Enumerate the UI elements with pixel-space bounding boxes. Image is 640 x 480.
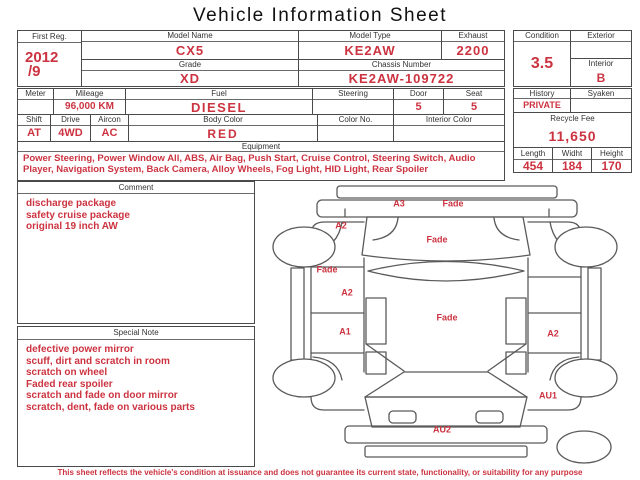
length-value: 454 [522, 159, 544, 173]
seat-value: 5 [470, 100, 478, 113]
width-value: 184 [561, 159, 583, 173]
meter-cell [18, 89, 54, 114]
special-note-line: scuff, dirt and scratch in room [26, 355, 170, 367]
condition-label: Condition [514, 31, 570, 42]
disclaimer-text: This sheet reflects the vehicle's condition at issuance and does not guarantee its current state, functionality, or suitability for any purpose [57, 468, 583, 477]
interior-color-value [394, 126, 504, 141]
special-note-line: defective power mirror [26, 344, 134, 355]
model-type-cell [299, 31, 442, 59]
width-label: Widht [553, 148, 591, 160]
damage-label-a3-front-bumper: A3 [393, 198, 405, 209]
condition-value: 3.5 [530, 55, 554, 72]
grade-value: XD [179, 71, 201, 86]
model-name-label: Model Name [82, 31, 298, 42]
first-reg-year: 2012 [25, 48, 59, 66]
damage-label-fade-front-bumper: Fade [442, 198, 464, 209]
exhaust-cell [442, 31, 504, 59]
damage-label-a2-right-door: A2 [547, 328, 559, 339]
comment-line: original 19 inch AW [26, 221, 118, 232]
history-value: PRIVATE [523, 100, 561, 110]
history-table [513, 88, 632, 173]
page-title: Vehicle Information Sheet [192, 5, 448, 26]
special-note-line: Faded rear spoiler [26, 378, 113, 390]
model-type-value: KE2AW [344, 43, 396, 58]
seat-cell [444, 89, 504, 114]
width-cell [553, 148, 592, 172]
length-label: Length [514, 148, 552, 160]
interior-value: B [596, 70, 606, 85]
first-reg-month: /9 [28, 62, 41, 80]
aircon-value: AC [101, 127, 118, 139]
color-no-cell [318, 115, 394, 141]
syaken-cell [571, 89, 631, 112]
recycle-fee-value: 11,650 [548, 127, 597, 144]
comment-lines [18, 194, 254, 237]
damage-label-a2-left-door: A2 [341, 287, 353, 298]
exhaust-value: 2200 [456, 43, 490, 58]
special-note-line: scratch, dent, fade on various parts [26, 401, 195, 413]
equipment-value: Power Steering, Power Window All, ABS, Air Bag, Push Start, Cruise Control, Steering Switch, Audio Player, Navigation System, Back Camera, Alloy Wheels, Fog Light, HID Light, Rear Spoiler [23, 153, 476, 175]
drive-value: 4WD [58, 127, 83, 139]
meter-label: Meter [18, 89, 53, 100]
special-note-line: scratch on wheel [26, 367, 108, 378]
damage-label-a1-left-rear-door: A1 [339, 326, 351, 337]
interior-label: Interior [588, 59, 614, 68]
color-no-label: Color No. [318, 115, 393, 126]
damage-label-au1-right-rear: AU1 [538, 390, 558, 401]
fuel-value: DIESEL [191, 99, 247, 115]
model-name-value: CX5 [175, 43, 205, 58]
fuel-label: Fuel [126, 89, 312, 100]
seat-label: Seat [444, 89, 504, 100]
body-color-cell [129, 115, 318, 141]
syaken-value [571, 99, 631, 112]
damage-label-fade-roof: Fade [436, 312, 458, 323]
height-label: Height [592, 148, 631, 160]
drive-cell [51, 115, 91, 141]
meter-value [18, 100, 53, 114]
recycle-fee-cell [514, 113, 631, 148]
spec-table [17, 88, 505, 181]
steering-label: Steering [313, 89, 393, 100]
equipment-label: Equipment [18, 142, 504, 152]
steering-value [313, 100, 393, 114]
model-name-cell [82, 31, 299, 59]
grade-label: Grade [82, 60, 298, 71]
grade-cell [82, 60, 299, 86]
shift-value: AT [27, 127, 41, 139]
mileage-label: Mileage [54, 89, 125, 100]
chassis-number-value: KE2AW-109722 [348, 71, 455, 86]
mileage-cell [54, 89, 126, 114]
door-value: 5 [415, 100, 422, 113]
chassis-number-label: Chassis Number [299, 60, 504, 71]
car-damage-diagram [258, 183, 635, 467]
first-reg-cell [18, 31, 82, 86]
door-label: Door [394, 89, 443, 100]
comment-line: safety cruise package [26, 209, 130, 221]
damage-label-a2-left-fender: A2 [335, 220, 347, 231]
mileage-value: 96,000 KM [65, 101, 114, 112]
exterior-value [571, 42, 631, 59]
height-cell [592, 148, 631, 172]
aircon-label: Aircon [91, 115, 128, 126]
shift-label: Shift [18, 115, 50, 126]
history-cell [514, 89, 571, 112]
length-cell [514, 148, 553, 172]
special-note-line: scratch and fade on door mirror [26, 390, 178, 401]
drive-label: Drive [51, 115, 90, 126]
color-no-value [318, 126, 393, 141]
condition-cell [514, 31, 571, 86]
chassis-number-cell [299, 60, 504, 86]
damage-label-au2-rear-bumper: AU2 [432, 424, 452, 435]
history-label: History [514, 89, 570, 99]
body-color-label: Body Color [129, 115, 317, 126]
steering-cell [313, 89, 394, 114]
comment-line: discharge package [26, 198, 117, 209]
comment-box [17, 181, 255, 324]
shift-cell [18, 115, 51, 141]
spare-wheel [557, 431, 611, 463]
interior-color-label: Interior Color [394, 115, 504, 126]
damage-label-fade-left-side: Fade [316, 264, 338, 275]
fuel-cell [126, 89, 313, 114]
interior-color-cell [394, 115, 504, 141]
aircon-cell [91, 115, 129, 141]
first-reg-label: First Reg. [18, 31, 81, 43]
model-type-label: Model Type [299, 31, 441, 42]
door-cell [394, 89, 444, 114]
special-note-box [17, 326, 255, 467]
exhaust-label: Exhaust [442, 31, 504, 42]
comment-header: Comment [18, 182, 254, 194]
damage-label-fade-hood: Fade [426, 234, 448, 245]
exterior-label: Exterior [571, 31, 631, 42]
body-color-value: RED [207, 126, 239, 141]
recycle-fee-label: Recycle Fee [550, 113, 595, 123]
condition-table [513, 30, 632, 87]
special-note-header: Special Note [18, 327, 254, 340]
height-value: 170 [601, 159, 622, 173]
special-note-lines [18, 340, 254, 417]
main-info-table [17, 30, 505, 87]
syaken-label: Syaken [571, 89, 631, 99]
